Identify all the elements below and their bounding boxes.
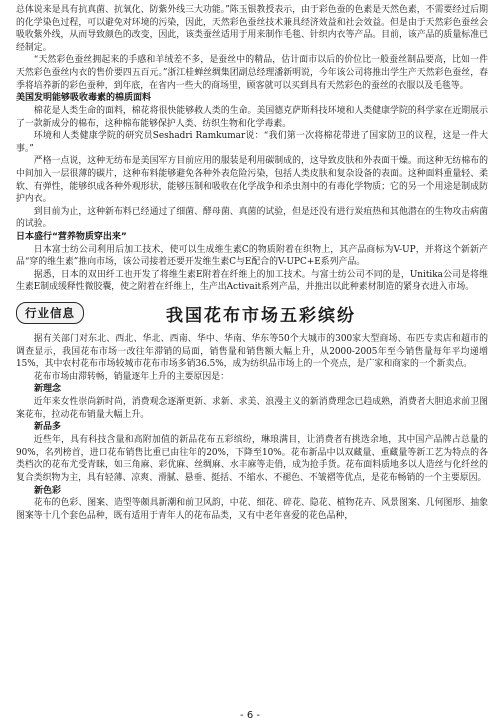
subheading: 新品多 xyxy=(34,422,62,433)
paragraph: 据悉，日本的双田纤工也开发了将维生素E附着在纤维上的加工技术。与富士纺公司不同的是，Unitika公司是将维生素E制成缓释性微胶囊，使之附着在纤维上，生产出Activait系列产品，并推出以此种素材制造的紧身衣进入市场。 xyxy=(16,269,488,293)
paragraph: 花布的色彩、图案、造型等颇具新潮和前卫风韵，中花、细花、碎花、隐花、植物花卉、风景图案、几何图形、抽象图案等十几个套色品种，既有适用于青年人的花布品类，又有中老年喜爱的花色品种， xyxy=(16,498,488,521)
paragraph: 据有关部门对东北、西北、华北、西南、华中、华南、华东等50个大城市的300家大型商场、布匹专卖店和超市的调查显示，我国花布市场一改往年滞销的局面，销售量和销售额大幅上升，从2000-2005年至今销售量每年平均递增15%，其中农村花布市场较城市花布市场多销36.5%，成为纺织品市场上的一个亮点，是广家和商家的一个新卖点。 xyxy=(16,334,488,370)
section-japan-nutrition xyxy=(16,231,488,294)
page-number: - 6 - xyxy=(240,710,260,721)
paragraph: 花布市场由滞转畅，销量逐年上升的主要原因是： xyxy=(33,371,230,382)
article-title: 我国花布市场五彩缤纷 xyxy=(166,305,356,326)
section-heading: 日本盛行“营养物质穿出来” xyxy=(16,231,127,242)
article-body xyxy=(16,333,488,523)
paragraph: 近些年，具有科技含量和高附加值的新品花布五彩缤纷，琳琅满目，让消费者有挑选余地，其中国产品牌占总量的90%，名列榜首，进口花布销售比重已由往年的20%，下降至10%。花布新品中以双藏量、重藏量等新工艺为特点的各类档次的花布尤受青睐，如三角麻、彩优麻、丝绸麻、水丰麻等走俏，成为抢手货。花布面料质地多以人造丝与化纤丝的复合类织物为主，具有轻薄、凉爽、滑腻、悬垂、挺括、不缩水、不褪色、不皱褶等优点，是花布畅销的一个主要原因。 xyxy=(16,435,488,483)
paragraph: “天然彩色蚕丝拥起来的手感和羊绒差不多，是蚕丝中的精品，估计面市以后的价位比一般蚕丝制品要高，比如一件天然彩色蚕丝内衣的售价要四五百元。”浙江桂蝉丝绸集团副总经理潘新明说，今年该公司将推出学生产天然彩色蚕丝，春季将培养新的彩色蚕种，到年底，在省内一些大的商场里，顾客就可以买到具有天然彩色的蚕丝的衣服以及毛毯等。 xyxy=(16,55,488,91)
paragraph: 总体说来是具有抗真菌、抗氧化、防紫外线三大功能。”陈玉银教授表示，由于彩色蚕的色素是天然色素，不需要经过后期的化学染色过程，可以避免对环境的污染，因此，天然彩色蚕丝技术兼具经济效益和社会效益。但是由于天然彩色蚕丝会吸收紫外线，从而导致颜色的改变，因此，该类蚕丝适用于用来制作毛毯、针织内衣等产品。目前，该产品的质量标准已经制定。 xyxy=(16,5,488,53)
paragraph: 到目前为止，这种新布料已经通过了细菌、酵母菌、真菌的试验，但是还没有进行炭疽热和其他潜在的生物攻击病菌的试验。 xyxy=(16,206,488,230)
article-banner xyxy=(16,300,488,326)
paragraph: 近年来女性崇尚新时尚，消费观念逐渐更新、求新、求美、浪漫主义的新消费理念已趋成熟，消费者大胆追求前卫图案花布，拉动花布销量大幅上升。 xyxy=(16,397,488,420)
intro-section xyxy=(16,4,488,92)
paragraph: 棉花是人类生命的面料，棉花将很快能够救人类的生命。美国德克萨斯科技环境和人类健康学院的科学家在近期展示了一款新成分的棉布，这种棉布能够保护人类、纺织生物和化学毒素。 xyxy=(16,105,488,129)
paragraph: 环境和人类健康学院的研究员Seshadri Ramkumar说：“我们第一次将棉花带进了国家防卫的议程，这是一件大事。” xyxy=(16,131,488,154)
section-heading: 美国发明能够吸收毒素的棉质面料 xyxy=(16,93,152,104)
category-tag: 行业信息 xyxy=(16,302,84,324)
subheading: 新理念 xyxy=(34,384,62,395)
section-cotton-fabric xyxy=(16,92,488,231)
subheading: 新色彩 xyxy=(34,485,62,496)
paragraph: 严格一点说，这种无纺布是美国军方目前应用的服装是利用碳制成的，这导致皮肤和外表面干燥。而这种无纺棉布的中间加入一层很薄的碳片，这种布料能够避免各种外表危险污染，包括人类皮肤和复杂设备的表面。这种面料重量轻、柔软、有弹性，能够织成各种外观形状，能够压制和吸收在化学战争和杀虫剂中的有毒化学物质；它的另一个用途是制成防护内衣。 xyxy=(16,156,488,205)
paragraph: 日本富士纺公司利用后加工技术，使可以生成维生素C的物质附着在织物上，其产品商标为V-UP，并将这个新新产品“穿的维生素”推向市场，该公司接着还要开发维生素C与E配合的V-UPC+E系列产品。 xyxy=(16,244,488,268)
